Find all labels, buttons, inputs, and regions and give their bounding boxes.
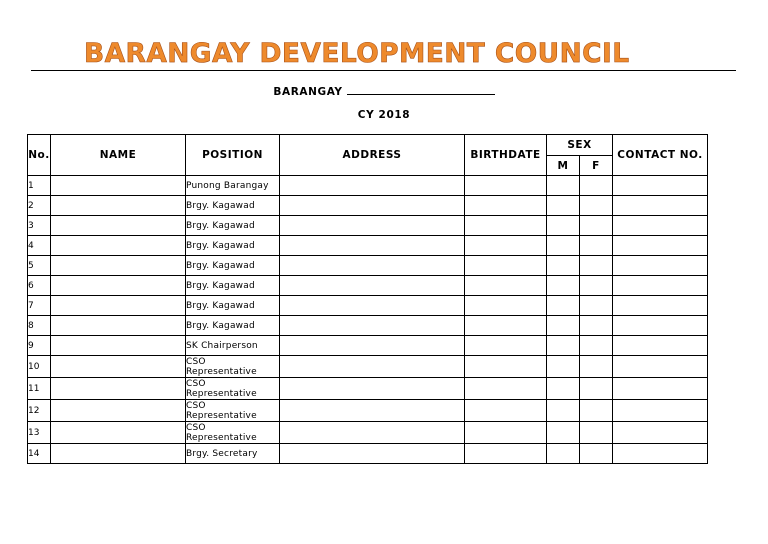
sex-f-cell[interactable] xyxy=(580,336,613,356)
contact-cell[interactable] xyxy=(613,196,708,216)
contact-cell[interactable] xyxy=(613,296,708,316)
table-row xyxy=(28,444,708,464)
birthdate-cell[interactable] xyxy=(465,336,547,356)
contact-cell[interactable] xyxy=(613,316,708,336)
table-row xyxy=(28,196,708,216)
header-sex-f: F xyxy=(580,156,613,176)
title-rule xyxy=(31,70,736,71)
name-cell[interactable] xyxy=(51,378,186,400)
birthdate-cell[interactable] xyxy=(465,316,547,336)
name-cell[interactable] xyxy=(51,236,186,256)
sex-f-cell[interactable] xyxy=(580,276,613,296)
position-cell: Brgy. Kagawad xyxy=(186,276,280,296)
row-number: 14 xyxy=(28,444,51,464)
table-row xyxy=(28,236,708,256)
contact-cell[interactable] xyxy=(613,216,708,236)
barangay-line xyxy=(0,85,768,98)
barangay-blank xyxy=(347,85,495,95)
sex-f-cell[interactable] xyxy=(580,444,613,464)
address-cell[interactable] xyxy=(280,296,465,316)
row-number: 11 xyxy=(28,378,51,400)
sex-m-cell[interactable] xyxy=(547,444,580,464)
contact-cell[interactable] xyxy=(613,400,708,422)
contact-cell[interactable] xyxy=(613,356,708,378)
sex-m-cell[interactable] xyxy=(547,422,580,444)
position-cell: SK Chairperson xyxy=(186,336,280,356)
birthdate-cell[interactable] xyxy=(465,216,547,236)
row-number: 1 xyxy=(28,176,51,196)
position-cell: CSO Representative xyxy=(186,400,280,422)
row-number: 6 xyxy=(28,276,51,296)
row-number: 2 xyxy=(28,196,51,216)
sex-m-cell[interactable] xyxy=(547,400,580,422)
table-row xyxy=(28,176,708,196)
birthdate-cell[interactable] xyxy=(465,236,547,256)
sex-m-cell[interactable] xyxy=(547,176,580,196)
header-sex: SEX xyxy=(547,135,613,156)
address-cell[interactable] xyxy=(280,316,465,336)
address-cell[interactable] xyxy=(280,216,465,236)
name-cell[interactable] xyxy=(51,356,186,378)
sex-m-cell[interactable] xyxy=(547,336,580,356)
name-cell[interactable] xyxy=(51,400,186,422)
name-cell[interactable] xyxy=(51,276,186,296)
birthdate-cell[interactable] xyxy=(465,276,547,296)
name-cell[interactable] xyxy=(51,176,186,196)
name-cell[interactable] xyxy=(51,444,186,464)
row-number: 13 xyxy=(28,422,51,444)
position-cell: Brgy. Kagawad xyxy=(186,296,280,316)
contact-cell[interactable] xyxy=(613,236,708,256)
header-sex-m: M xyxy=(547,156,580,176)
table-row xyxy=(28,256,708,276)
name-cell[interactable] xyxy=(51,196,186,216)
header-row xyxy=(28,135,708,156)
address-cell[interactable] xyxy=(280,378,465,400)
address-cell[interactable] xyxy=(280,236,465,256)
address-cell[interactable] xyxy=(280,444,465,464)
address-cell[interactable] xyxy=(280,400,465,422)
position-cell: CSO Representative xyxy=(186,422,280,444)
address-cell[interactable] xyxy=(280,336,465,356)
row-number: 3 xyxy=(28,216,51,236)
sex-m-cell[interactable] xyxy=(547,196,580,216)
sex-f-cell[interactable] xyxy=(580,378,613,400)
row-number: 5 xyxy=(28,256,51,276)
contact-cell[interactable] xyxy=(613,276,708,296)
birthdate-cell[interactable] xyxy=(465,400,547,422)
row-number: 10 xyxy=(28,356,51,378)
sex-f-cell[interactable] xyxy=(580,216,613,236)
document-title: BARANGAY DEVELOPMENT COUNCIL xyxy=(84,38,630,69)
birthdate-cell[interactable] xyxy=(465,422,547,444)
sex-m-cell[interactable] xyxy=(547,236,580,256)
sex-m-cell[interactable] xyxy=(547,378,580,400)
table-row xyxy=(28,422,708,444)
sex-f-cell[interactable] xyxy=(580,316,613,336)
calendar-year: CY 2018 xyxy=(357,109,411,121)
contact-cell[interactable] xyxy=(613,378,708,400)
header-no: No. xyxy=(28,135,51,176)
sex-f-cell[interactable] xyxy=(580,236,613,256)
table-row xyxy=(28,400,708,422)
birthdate-cell[interactable] xyxy=(465,356,547,378)
contact-cell[interactable] xyxy=(613,336,708,356)
sex-f-cell[interactable] xyxy=(580,196,613,216)
table-row xyxy=(28,316,708,336)
barangay-label: BARANGAY xyxy=(273,86,343,98)
address-cell[interactable] xyxy=(280,256,465,276)
sex-m-cell[interactable] xyxy=(547,356,580,378)
sex-f-cell[interactable] xyxy=(580,256,613,276)
name-cell[interactable] xyxy=(51,256,186,276)
position-cell: Brgy. Kagawad xyxy=(186,196,280,216)
position-cell: CSO Representative xyxy=(186,356,280,378)
table-row xyxy=(28,216,708,236)
sex-f-cell[interactable] xyxy=(580,296,613,316)
sex-f-cell[interactable] xyxy=(580,356,613,378)
contact-cell[interactable] xyxy=(613,256,708,276)
header-position: POSITION xyxy=(186,135,280,176)
contact-cell[interactable] xyxy=(613,176,708,196)
row-number: 7 xyxy=(28,296,51,316)
sex-f-cell[interactable] xyxy=(580,422,613,444)
row-number: 9 xyxy=(28,336,51,356)
position-cell: Brgy. Kagawad xyxy=(186,216,280,236)
council-roster-table xyxy=(27,134,708,464)
sex-m-cell[interactable] xyxy=(547,216,580,236)
name-cell[interactable] xyxy=(51,216,186,236)
header-address: ADDRESS xyxy=(280,135,465,176)
table-row xyxy=(28,296,708,316)
address-cell[interactable] xyxy=(280,356,465,378)
name-cell[interactable] xyxy=(51,336,186,356)
sex-m-cell[interactable] xyxy=(547,276,580,296)
birthdate-cell[interactable] xyxy=(465,378,547,400)
address-cell[interactable] xyxy=(280,276,465,296)
row-number: 12 xyxy=(28,400,51,422)
sex-m-cell[interactable] xyxy=(547,256,580,276)
table-row xyxy=(28,378,708,400)
sex-f-cell[interactable] xyxy=(580,176,613,196)
birthdate-cell[interactable] xyxy=(465,256,547,276)
name-cell[interactable] xyxy=(51,296,186,316)
birthdate-cell[interactable] xyxy=(465,176,547,196)
table-row xyxy=(28,336,708,356)
table-row xyxy=(28,276,708,296)
address-cell[interactable] xyxy=(280,176,465,196)
sex-f-cell[interactable] xyxy=(580,400,613,422)
name-cell[interactable] xyxy=(51,316,186,336)
position-cell: Brgy. Kagawad xyxy=(186,256,280,276)
birthdate-cell[interactable] xyxy=(465,444,547,464)
name-cell[interactable] xyxy=(51,422,186,444)
header-contact: CONTACT NO. xyxy=(613,135,708,176)
position-cell: Brgy. Secretary xyxy=(186,444,280,464)
row-number: 4 xyxy=(28,236,51,256)
table-row xyxy=(28,356,708,378)
position-cell: Brgy. Kagawad xyxy=(186,236,280,256)
sex-m-cell[interactable] xyxy=(547,316,580,336)
sex-m-cell[interactable] xyxy=(547,296,580,316)
address-cell[interactable] xyxy=(280,422,465,444)
contact-cell[interactable] xyxy=(613,444,708,464)
header-name: NAME xyxy=(51,135,186,176)
row-number: 8 xyxy=(28,316,51,336)
contact-cell[interactable] xyxy=(613,422,708,444)
header-birthdate: BIRTHDATE xyxy=(465,135,547,176)
birthdate-cell[interactable] xyxy=(465,296,547,316)
address-cell[interactable] xyxy=(280,196,465,216)
position-cell: Brgy. Kagawad xyxy=(186,316,280,336)
birthdate-cell[interactable] xyxy=(465,196,547,216)
position-cell: Punong Barangay xyxy=(186,176,280,196)
position-cell: CSO Representative xyxy=(186,378,280,400)
